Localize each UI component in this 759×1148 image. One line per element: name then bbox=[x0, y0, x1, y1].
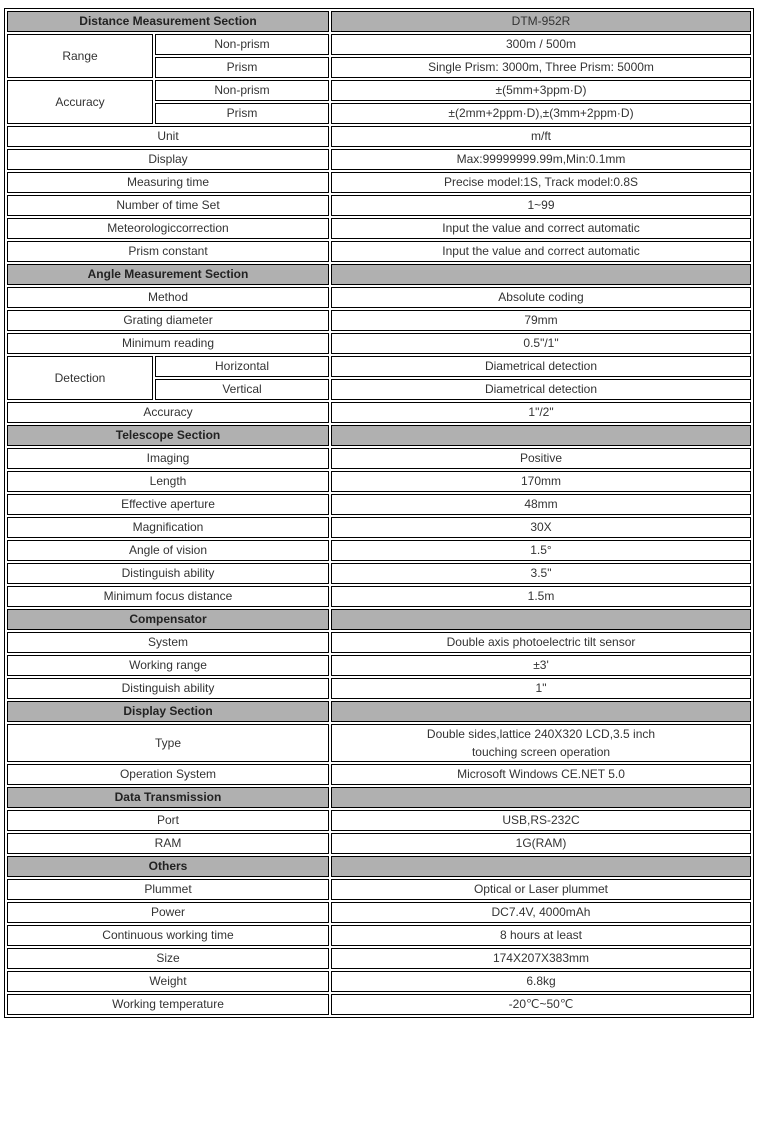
row-value: Diametrical detection bbox=[331, 356, 751, 377]
row-value: Double axis photoelectric tilt sensor bbox=[331, 632, 751, 653]
row-label: Minimum focus distance bbox=[7, 586, 329, 607]
row-value: 79mm bbox=[331, 310, 751, 331]
row-value: 6.8kg bbox=[331, 971, 751, 992]
row-label: Port bbox=[7, 810, 329, 831]
row-value: Max:99999999.99m,Min:0.1mm bbox=[331, 149, 751, 170]
section-header-others bbox=[7, 856, 751, 877]
row-value: USB,RS-232C bbox=[331, 810, 751, 831]
section-title: Distance Measurement Section bbox=[7, 11, 329, 32]
table-row bbox=[7, 218, 751, 239]
row-label: Continuous working time bbox=[7, 925, 329, 946]
row-label: Plummet bbox=[7, 879, 329, 900]
section-header-angle bbox=[7, 264, 751, 285]
row-value: Precise model:1S, Track model:0.8S bbox=[331, 172, 751, 193]
row-label: Effective aperture bbox=[7, 494, 329, 515]
row-label: Operation System bbox=[7, 764, 329, 785]
section-header-compensator bbox=[7, 609, 751, 630]
row-value: Single Prism: 3000m, Three Prism: 5000m bbox=[331, 57, 751, 78]
table-row bbox=[7, 971, 751, 992]
row-value: Microsoft Windows CE.NET 5.0 bbox=[331, 764, 751, 785]
row-sublabel: Horizontal bbox=[155, 356, 329, 377]
row-label: Unit bbox=[7, 126, 329, 147]
table-row bbox=[7, 80, 751, 101]
table-row bbox=[7, 764, 751, 785]
section-header-blank bbox=[331, 609, 751, 630]
row-value: Positive bbox=[331, 448, 751, 469]
table-row bbox=[7, 494, 751, 515]
section-title: Data Transmission bbox=[7, 787, 329, 808]
table-row bbox=[7, 925, 751, 946]
row-label: Measuring time bbox=[7, 172, 329, 193]
table-row bbox=[7, 126, 751, 147]
table-row bbox=[7, 632, 751, 653]
row-label: Accuracy bbox=[7, 402, 329, 423]
row-label: Length bbox=[7, 471, 329, 492]
row-value: m/ft bbox=[331, 126, 751, 147]
row-value: 1"/2" bbox=[331, 402, 751, 423]
row-value: ±3' bbox=[331, 655, 751, 676]
row-value-line: touching screen operation bbox=[471, 745, 611, 759]
section-title: Angle Measurement Section bbox=[7, 264, 329, 285]
row-value: 1.5° bbox=[331, 540, 751, 561]
table-row bbox=[7, 34, 751, 55]
row-value: DC7.4V, 4000mAh bbox=[331, 902, 751, 923]
row-label: Method bbox=[7, 287, 329, 308]
table-row bbox=[7, 540, 751, 561]
table-row bbox=[7, 902, 751, 923]
table-row bbox=[7, 517, 751, 538]
row-label: Minimum reading bbox=[7, 333, 329, 354]
row-value: 3.5" bbox=[331, 563, 751, 584]
table-row bbox=[7, 724, 751, 762]
row-value: ±(2mm+2ppm·D),±(3mm+2ppm·D) bbox=[331, 103, 751, 124]
table-row bbox=[7, 994, 751, 1015]
table-row bbox=[7, 586, 751, 607]
section-header-blank bbox=[331, 856, 751, 877]
row-label: Size bbox=[7, 948, 329, 969]
model-name: DTM-952R bbox=[331, 11, 751, 32]
row-label: Magnification bbox=[7, 517, 329, 538]
row-value: 30X bbox=[331, 517, 751, 538]
row-value: 174X207X383mm bbox=[331, 948, 751, 969]
row-value: ±(5mm+3ppm·D) bbox=[331, 80, 751, 101]
row-value: -20℃~50℃ bbox=[331, 994, 751, 1015]
table-row bbox=[7, 402, 751, 423]
table-row bbox=[7, 333, 751, 354]
row-sublabel: Non-prism bbox=[155, 80, 329, 101]
row-value: 170mm bbox=[331, 471, 751, 492]
spec-table bbox=[4, 8, 754, 1018]
table-row bbox=[7, 471, 751, 492]
row-label: System bbox=[7, 632, 329, 653]
row-label: Type bbox=[7, 724, 329, 762]
row-value: 1" bbox=[331, 678, 751, 699]
row-label: Grating diameter bbox=[7, 310, 329, 331]
table-row bbox=[7, 310, 751, 331]
row-value: 1~99 bbox=[331, 195, 751, 216]
table-row bbox=[7, 172, 751, 193]
row-sublabel: Non-prism bbox=[155, 34, 329, 55]
table-row bbox=[7, 195, 751, 216]
table-row bbox=[7, 948, 751, 969]
table-row bbox=[7, 678, 751, 699]
row-value: Input the value and correct automatic bbox=[331, 241, 751, 262]
row-sublabel: Prism bbox=[155, 103, 329, 124]
row-group-label: Detection bbox=[7, 356, 153, 400]
row-label: Weight bbox=[7, 971, 329, 992]
table-row bbox=[7, 287, 751, 308]
row-group-label: Range bbox=[7, 34, 153, 78]
row-value bbox=[331, 724, 751, 762]
row-value: 8 hours at least bbox=[331, 925, 751, 946]
row-value: 48mm bbox=[331, 494, 751, 515]
row-value: Optical or Laser plummet bbox=[331, 879, 751, 900]
row-label: Prism constant bbox=[7, 241, 329, 262]
section-header-telescope bbox=[7, 425, 751, 446]
table-row bbox=[7, 356, 751, 377]
section-header-blank bbox=[331, 264, 751, 285]
row-label: Distinguish ability bbox=[7, 678, 329, 699]
row-value: 300m / 500m bbox=[331, 34, 751, 55]
row-value: 1.5m bbox=[331, 586, 751, 607]
row-label: Working range bbox=[7, 655, 329, 676]
section-header-blank bbox=[331, 425, 751, 446]
row-value: 1G(RAM) bbox=[331, 833, 751, 854]
section-header-blank bbox=[331, 701, 751, 722]
section-title: Telescope Section bbox=[7, 425, 329, 446]
section-title: Others bbox=[7, 856, 329, 877]
table-row bbox=[7, 810, 751, 831]
row-label: Display bbox=[7, 149, 329, 170]
table-row bbox=[7, 448, 751, 469]
row-label: Working temperature bbox=[7, 994, 329, 1015]
row-label: Power bbox=[7, 902, 329, 923]
row-label: Imaging bbox=[7, 448, 329, 469]
row-label: RAM bbox=[7, 833, 329, 854]
section-title: Display Section bbox=[7, 701, 329, 722]
section-header-data-transmission bbox=[7, 787, 751, 808]
row-value: 0.5"/1" bbox=[331, 333, 751, 354]
table-row bbox=[7, 149, 751, 170]
section-header-blank bbox=[331, 787, 751, 808]
row-sublabel: Vertical bbox=[155, 379, 329, 400]
row-value: Absolute coding bbox=[331, 287, 751, 308]
row-label: Distinguish ability bbox=[7, 563, 329, 584]
table-row bbox=[7, 655, 751, 676]
row-label: Number of time Set bbox=[7, 195, 329, 216]
section-header-distance bbox=[7, 11, 751, 32]
row-group-label: Accuracy bbox=[7, 80, 153, 124]
row-value: Input the value and correct automatic bbox=[331, 218, 751, 239]
table-row bbox=[7, 833, 751, 854]
row-sublabel: Prism bbox=[155, 57, 329, 78]
section-header-display bbox=[7, 701, 751, 722]
table-row bbox=[7, 241, 751, 262]
row-value: Diametrical detection bbox=[331, 379, 751, 400]
row-label: Meteorologiccorrection bbox=[7, 218, 329, 239]
table-row bbox=[7, 563, 751, 584]
section-title: Compensator bbox=[7, 609, 329, 630]
row-label: Angle of vision bbox=[7, 540, 329, 561]
row-value-line: Double sides,lattice 240X320 LCD,3.5 inch bbox=[426, 727, 656, 741]
table-row bbox=[7, 879, 751, 900]
